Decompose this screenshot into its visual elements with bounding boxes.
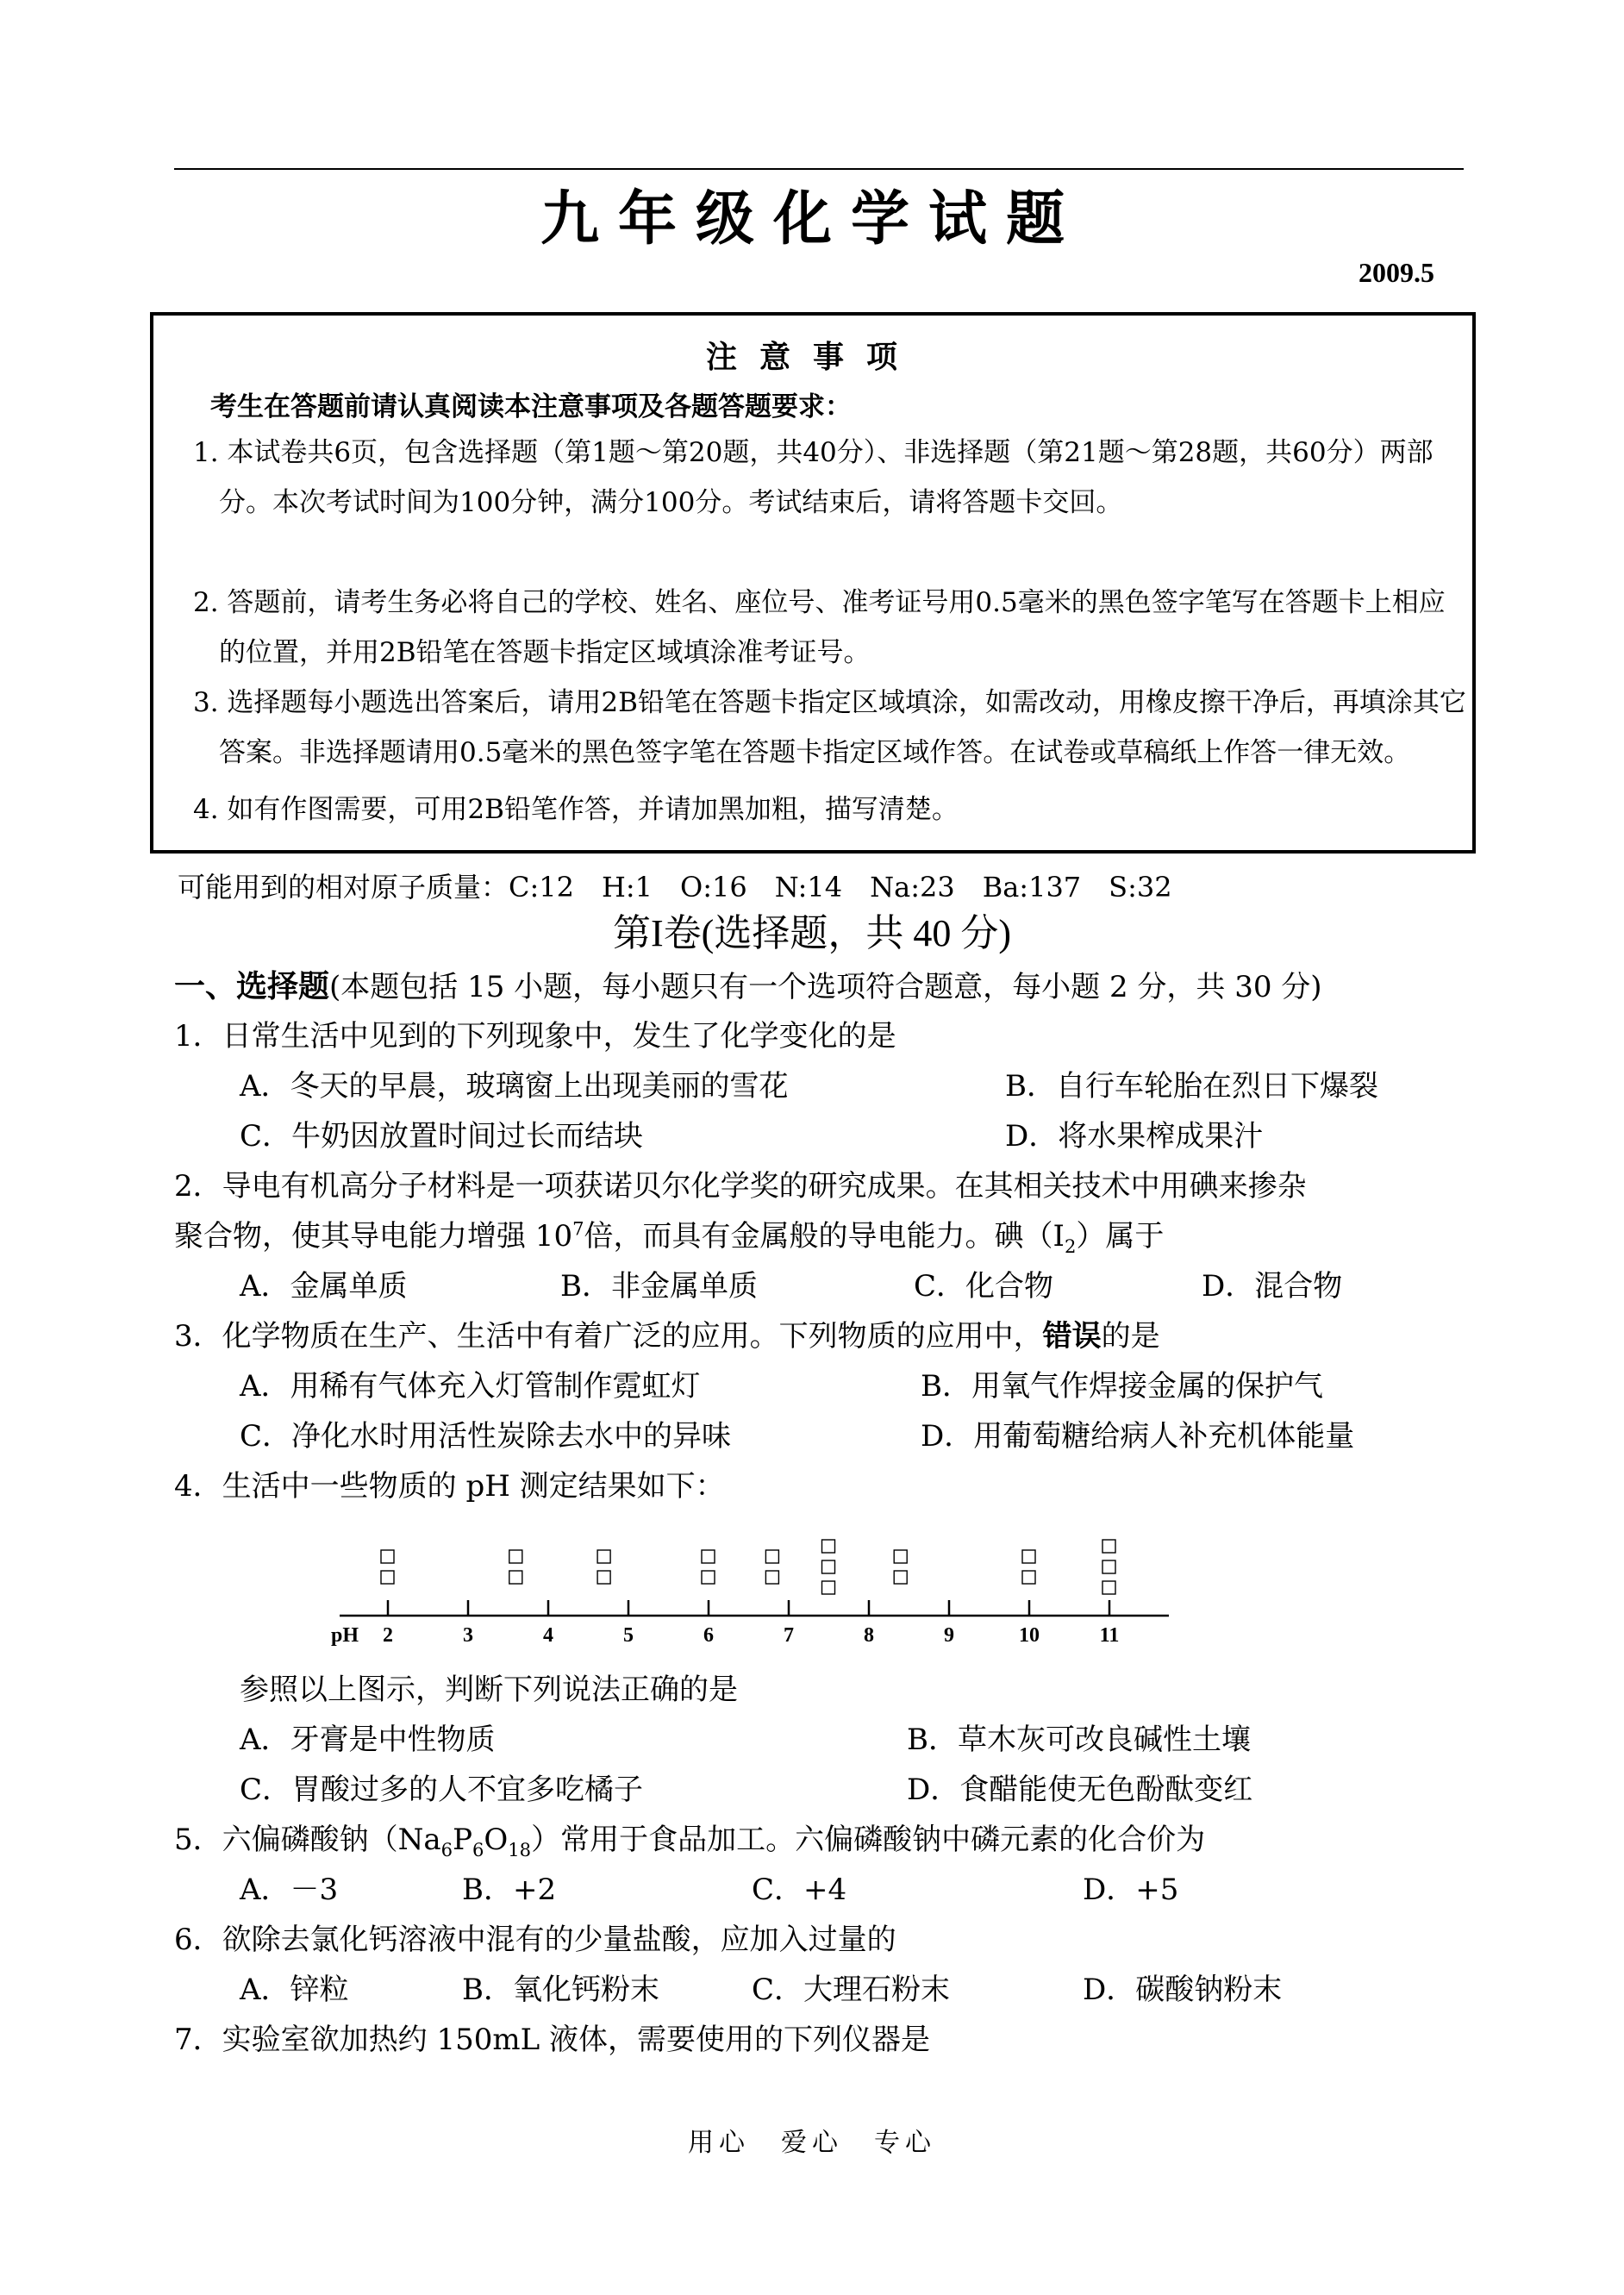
ph-marker-box	[1022, 1550, 1035, 1563]
ph-marker-box	[1102, 1581, 1115, 1594]
section-title: 第I卷(选择题，共 40 分)	[613, 912, 1011, 954]
q6-option-a: A．锌粒	[240, 1973, 349, 2007]
q3-stem-part-a: 3．化学物质在生产、生活中有着广泛的应用。下列物质的应用中，	[174, 1319, 1043, 1354]
part-heading	[174, 962, 1322, 1006]
notice-item-3: 3. 选择题每小题选出答案后，请用2B铅笔在答题卡指定区域填涂，如需改动，用橡皮擦干净后，再填涂其它答案。非选择题请用0.5毫米的黑色签字笔在答题卡指定区域作答。在试卷或草稿纸上作答一律无效。	[193, 687, 1466, 768]
q4-prompt: 参照以上图示，判断下列说法正确的是	[240, 1673, 738, 1707]
ph-tick-label-5: 5	[623, 1624, 634, 1647]
q2-stem-part-c: ）属于	[1076, 1219, 1165, 1254]
q1-option-b: B．自行车轮胎在烈日下爆裂	[1005, 1069, 1378, 1104]
q5-stem-part-b: P	[453, 1823, 472, 1857]
ph-marker-box	[822, 1560, 835, 1573]
ph-marker-box	[1102, 1540, 1115, 1553]
notice-box	[150, 312, 1476, 854]
q3-stem	[174, 1312, 1160, 1354]
q4-option-b: B．草木灰可改良碱性土壤	[907, 1723, 1251, 1757]
ph-tick-label-8: 8	[864, 1624, 874, 1647]
q5-option-c: C．+4	[752, 1873, 847, 1907]
q2-exponent: 7	[572, 1217, 584, 1240]
ph-marker-box	[1102, 1560, 1115, 1573]
q7-stem: 7．实验室欲加热约 150mL 液体，需要使用的下列仪器是	[174, 2023, 930, 2057]
part-label: 一、选择题	[174, 969, 330, 1004]
q1-option-d: D．将水果榨成果汁	[1005, 1119, 1264, 1154]
ph-marker-box	[1022, 1571, 1035, 1584]
q5-sub-o: 18	[508, 1838, 532, 1860]
ph-tick-label-2: 2	[383, 1624, 393, 1647]
ph-marker-box	[765, 1571, 778, 1584]
page-footer: 用心 爱心 专心	[688, 2128, 936, 2158]
q3-stem-part-b: 的是	[1101, 1319, 1160, 1354]
ph-tick-label-6: 6	[703, 1624, 714, 1647]
ph-markers	[381, 1540, 1115, 1594]
ph-marker-box	[894, 1550, 907, 1563]
q2-option-d: D．混合物	[1202, 1269, 1343, 1304]
ph-axis-label: pH	[331, 1624, 359, 1647]
q5-option-d: D．+5	[1083, 1873, 1179, 1907]
q5-sub-na: 6	[440, 1838, 453, 1860]
ph-marker-box	[822, 1581, 835, 1594]
q2-option-c: C．化合物	[914, 1269, 1054, 1304]
q6-option-d: D．碳酸钠粉末	[1083, 1973, 1283, 2007]
q5-option-a: A．－3	[240, 1873, 339, 1907]
q5-option-b: B．+2	[462, 1873, 557, 1907]
q3-option-c: C．净化水时用活性炭除去水中的异味	[240, 1419, 732, 1454]
q5-stem-part-d: ）常用于食品加工。六偏磷酸钠中磷元素的化合价为	[531, 1823, 1206, 1857]
q2-option-a: A．金属单质	[240, 1269, 408, 1304]
q5-stem	[174, 1816, 1205, 1860]
exam-date: 2009.5	[1359, 257, 1434, 288]
q4-option-d: D．食醋能使无色酚酞变红	[907, 1773, 1253, 1807]
ph-marker-box	[381, 1550, 394, 1563]
q3-stem-emphasis: 错误	[1042, 1319, 1102, 1354]
ph-marker-box	[702, 1571, 715, 1584]
q2-stem-part-b: 倍，而具有金属般的导电能力。碘（I	[584, 1219, 1065, 1254]
ph-tick-label-3: 3	[463, 1624, 473, 1647]
page-title: 九年级化学试题	[540, 185, 1084, 253]
ph-marker-box	[702, 1550, 715, 1563]
notice-intro: 考生在答题前请认真阅读本注意事项及各题答题要求：	[210, 391, 852, 422]
q3-option-b: B．用氧气作焊接金属的保护气	[921, 1369, 1323, 1404]
ph-marker-box	[765, 1550, 778, 1563]
ph-marker-box	[381, 1571, 394, 1584]
q1-option-a: A．冬天的早晨，玻璃窗上出现美丽的雪花	[240, 1069, 789, 1104]
ph-tick-label-4: 4	[543, 1624, 553, 1647]
q2-stem-line1: 2．导电有机高分子材料是一项获诺贝尔化学奖的研究成果。在其相关技术中用碘来掺杂	[174, 1169, 1307, 1204]
notice-item-2: 2. 答题前，请考生务必将自己的学校、姓名、座位号、准考证号用0.5毫米的黑色签字笔写在答题卡上相应的位置，并用2B铅笔在答题卡指定区域填涂准考证号。	[193, 587, 1446, 668]
q4-option-c: C．胃酸过多的人不宜多吃橘子	[240, 1773, 644, 1807]
ph-marker-box	[597, 1571, 610, 1584]
q6-option-c: C．大理石粉末	[752, 1973, 951, 2007]
ph-tick-label-7: 7	[784, 1624, 794, 1647]
ph-tick-label-10: 10	[1019, 1624, 1040, 1647]
q5-stem-part-c: O	[484, 1823, 509, 1857]
ph-scale-diagram	[328, 1514, 1172, 1652]
q6-option-b: B．氧化钙粉末	[462, 1973, 659, 2007]
ph-marker-box	[894, 1571, 907, 1584]
q1-option-c: C．牛奶因放置时间过长而结块	[240, 1119, 644, 1154]
notice-title: 注意事项	[705, 340, 920, 375]
q4-stem: 4．生活中一些物质的 pH 测定结果如下：	[174, 1469, 725, 1504]
ph-tick-label-9: 9	[944, 1624, 954, 1647]
part-desc: (本题包括 15 小题，每小题只有一个选项符合题意，每小题 2 分，共 30 分)	[329, 970, 1322, 1004]
q2-stem-line2	[174, 1212, 1164, 1257]
q1-stem: 1．日常生活中见到的下列现象中，发生了化学变化的是	[174, 1019, 896, 1054]
ph-marker-box	[822, 1540, 835, 1553]
atomic-masses: 可能用到的相对原子质量：C:12 H:1 O:16 N:14 Na:23 Ba:137 S:32	[178, 871, 1172, 904]
q2-subscript: 2	[1064, 1235, 1077, 1257]
notice-item-4: 4. 如有作图需要，可用2B铅笔作答，并请加黑加粗，描写清楚。	[193, 794, 959, 825]
q5-sub-p: 6	[472, 1838, 484, 1860]
q2-stem-part-a: 聚合物，使其导电能力增强 10	[174, 1219, 573, 1254]
ph-marker-box	[597, 1550, 610, 1563]
notice-item-1: 1. 本试卷共6页，包含选择题（第1题～第20题，共40分）、非选择题（第21题～第28题，共60分）两部分。本次考试时间为100分钟，满分100分。考试结束后，请将答题卡交回。	[193, 437, 1433, 518]
q2-option-b: B．非金属单质	[560, 1269, 758, 1304]
q3-option-a: A．用稀有气体充入灯管制作霓虹灯	[240, 1369, 701, 1404]
q4-option-a: A．牙膏是中性物质	[240, 1723, 496, 1757]
header-rule	[174, 168, 1464, 170]
ph-ticks	[383, 1600, 1119, 1647]
q6-stem: 6．欲除去氯化钙溶液中混有的少量盐酸，应加入过量的	[174, 1923, 896, 1957]
ph-marker-box	[509, 1550, 522, 1563]
ph-tick-label-11: 11	[1099, 1624, 1120, 1647]
q3-option-d: D．用葡萄糖给病人补充机体能量	[921, 1419, 1355, 1454]
ph-marker-box	[509, 1571, 522, 1584]
q5-stem-part-a: 5．六偏磷酸钠（Na	[174, 1823, 441, 1857]
